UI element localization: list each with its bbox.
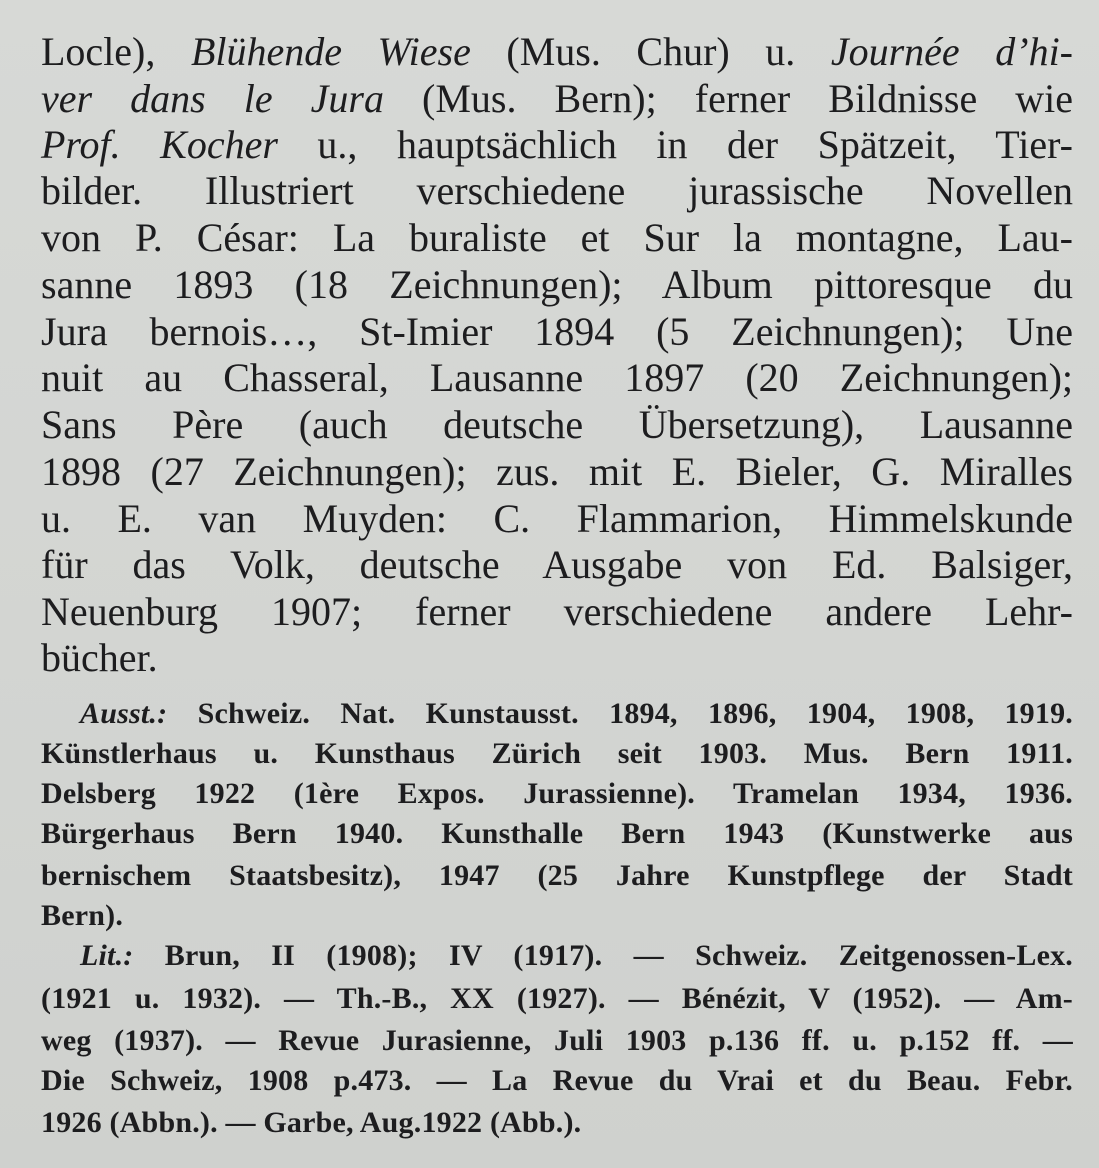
text-segment: (Mus. Chur) u. bbox=[470, 29, 831, 74]
text-segment: von P. César: La buraliste et Sur la montagne, Lau- bbox=[41, 215, 1073, 260]
text-segment: Schweiz. Nat. Kunstausst. 1894, 1896, 1904, 1908, 1919. bbox=[167, 697, 1073, 730]
literature-label: Lit.: bbox=[80, 939, 134, 972]
text-line bbox=[41, 1104, 581, 1142]
text-line bbox=[41, 448, 1073, 496]
text-line bbox=[41, 261, 1073, 309]
text-line bbox=[41, 401, 1073, 449]
text-line bbox=[41, 121, 1073, 169]
text-line bbox=[41, 214, 1073, 262]
exhibitions-label: Ausst.: bbox=[80, 697, 168, 730]
text-segment: Locle), bbox=[41, 29, 191, 74]
text-line bbox=[41, 495, 1073, 543]
italic-title: Journée d’hi- bbox=[830, 29, 1073, 74]
text-line bbox=[41, 634, 158, 682]
text-segment: nuit au Chasseral, Lausanne 1897 (20 Zeichnungen); bbox=[41, 355, 1073, 400]
text-line bbox=[41, 857, 1073, 895]
text-line bbox=[41, 980, 1073, 1018]
text-line bbox=[41, 28, 1073, 76]
text-line bbox=[80, 695, 1073, 733]
text-segment: u., hauptsächlich in der Spätzeit, Tier- bbox=[277, 122, 1073, 167]
text-segment: bücher. bbox=[41, 635, 158, 680]
text-segment: Bürgerhaus Bern 1940. Kunsthalle Bern 1943 (Kunstwerke aus bbox=[41, 817, 1073, 850]
italic-title: Prof. Kocher bbox=[41, 122, 278, 167]
text-segment: Die Schweiz, 1908 p.473. — La Revue du Vrai et du Beau. Febr. bbox=[41, 1064, 1073, 1097]
text-segment: (1921 u. 1932). — Th.-B., XX (1927). — Bénézit, V (1952). — Am- bbox=[41, 982, 1073, 1015]
italic-title: Blühende Wiese bbox=[190, 29, 471, 74]
text-segment: Delsberg 1922 (1ère Expos. Jurassienne). Tramelan 1934, 1936. bbox=[41, 777, 1073, 810]
text-segment: sanne 1893 (18 Zeichnungen); Album pittoresque du bbox=[41, 262, 1073, 307]
text-line bbox=[41, 897, 123, 935]
text-segment: Brun, II (1908); IV (1917). — Schweiz. Zeitgenossen-Lex. bbox=[133, 939, 1073, 972]
text-segment: 1898 (27 Zeichnungen); zus. mit E. Bieler, G. Miralles bbox=[41, 449, 1073, 494]
text-segment: Jura bernois…, St-Imier 1894 (5 Zeichnungen); Une bbox=[41, 309, 1073, 354]
text-segment: Sans Père (auch deutsche Übersetzung), Lausanne bbox=[41, 402, 1073, 447]
text-segment: Künstlerhaus u. Kunsthaus Zürich seit 1903. Mus. Bern 1911. bbox=[41, 737, 1073, 770]
text-segment: weg (1937). — Revue Jurasienne, Juli 1903 p.136 ff. u. p.152 ff. — bbox=[41, 1024, 1073, 1057]
text-segment: Neuenburg 1907; ferner verschiedene andere Lehr- bbox=[41, 589, 1073, 634]
text-segment: bernischem Staatsbesitz), 1947 (25 Jahre Kunstpflege der Stadt bbox=[41, 859, 1073, 892]
text-line bbox=[41, 308, 1073, 356]
text-segment: bilder. Illustriert verschiedene jurassische Novellen bbox=[41, 168, 1073, 213]
text-line bbox=[41, 815, 1073, 853]
text-line bbox=[41, 588, 1073, 636]
text-line bbox=[41, 775, 1073, 813]
text-line bbox=[41, 1022, 1073, 1060]
text-line bbox=[41, 1062, 1073, 1100]
text-line bbox=[41, 541, 1073, 589]
text-segment: 1926 (Abbn.). — Garbe, Aug.1922 (Abb.). bbox=[41, 1106, 582, 1139]
text-line bbox=[41, 354, 1073, 402]
text-segment: Bern). bbox=[41, 899, 124, 932]
text-line bbox=[41, 735, 1073, 773]
italic-title: ver dans le Jura bbox=[41, 76, 384, 121]
text-segment: u. E. van Muyden: C. Flammarion, Himmelskunde bbox=[41, 496, 1073, 541]
text-line bbox=[41, 167, 1073, 215]
text-line bbox=[80, 937, 1073, 975]
text-line bbox=[41, 75, 1073, 123]
text-segment: (Mus. Bern); ferner Bildnisse wie bbox=[383, 76, 1073, 121]
text-segment: für das Volk, deutsche Ausgabe von Ed. Balsiger, bbox=[41, 542, 1073, 587]
